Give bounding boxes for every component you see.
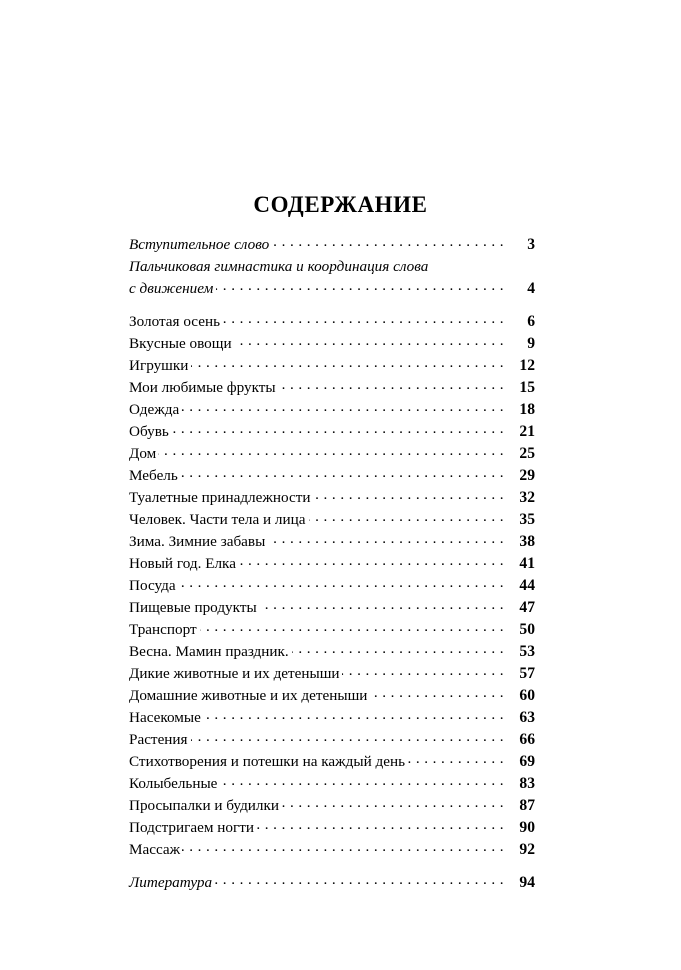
toc-entry-label: Золотая осень [129,313,221,330]
toc-entry-page-number: 21 [519,423,535,440]
dot-leader [191,355,504,370]
dot-leader [235,333,504,348]
dot-leader [219,773,504,788]
dot-leader [342,663,504,678]
toc-group-front-matter [129,234,535,300]
dot-leader [312,487,504,502]
toc-entry[interactable] [129,355,535,377]
dot-leader [158,443,504,458]
toc-entry-page-number: 4 [527,280,535,297]
toc-entry-label: Новый год. Елка [129,555,236,572]
toc-entry[interactable] [129,839,535,861]
dot-leader [370,685,504,700]
toc-entry-page-number: 60 [519,687,535,704]
toc-entry-page-number: 92 [519,841,535,858]
toc-entry-page-number: 6 [527,313,535,330]
toc-entry-label: Обувь [129,423,169,440]
dot-leader [260,597,504,612]
toc-entry[interactable] [129,575,535,597]
toc-entry-label: Игрушки [129,357,189,374]
toc-entry-page-number: 87 [519,797,535,814]
toc-entry[interactable] [129,443,535,465]
toc-entry-label: с движением [129,280,214,297]
toc-entry[interactable] [129,619,535,641]
toc-entry-page-number: 38 [519,533,535,550]
dot-leader [223,311,504,326]
toc-entry[interactable] [129,751,535,773]
toc-entry[interactable] [129,333,535,355]
toc-entry-page-number: 25 [519,445,535,462]
dot-leader [191,729,504,744]
dot-leader [172,421,504,436]
toc-entry-page-number: 83 [519,775,535,792]
toc-entry[interactable] [129,817,535,839]
toc-entry-page-number: 35 [519,511,535,528]
toc-entry[interactable] [129,465,535,487]
toc-entry[interactable] [129,641,535,663]
toc-entry-page-number: 15 [519,379,535,396]
toc-entry-label: Домашние животные и их детеныши [129,687,368,704]
toc-entry[interactable] [129,487,535,509]
toc-entry-label: Стихотворения и потешки на каждый день [129,753,406,770]
dot-leader [181,465,504,480]
toc-entry-label: Насекомые [129,709,201,726]
toc-entry[interactable] [129,597,535,619]
dot-leader [239,553,504,568]
dot-leader [309,509,505,524]
toc-entry-page-number: 50 [519,621,535,638]
toc-entry[interactable] [129,795,535,817]
dot-leader [181,399,504,414]
toc-entry-label: Массаж [129,841,181,858]
dot-leader [215,872,504,887]
toc-entry[interactable] [129,311,535,333]
toc-entry-page-number: 53 [519,643,535,660]
toc-entry-page-number: 9 [527,335,535,352]
page-title: СОДЕРЖАНИЕ [253,192,428,217]
toc-entry-label: Растения [129,731,188,748]
toc-entry-label: Посуда [129,577,176,594]
toc-entry[interactable] [129,421,535,443]
toc-entry[interactable] [129,377,535,399]
toc-entry[interactable] [129,509,535,531]
toc-list [129,234,535,894]
toc-entry[interactable] [129,234,535,256]
toc-entry-label: Просыпалки и будилки [129,797,280,814]
toc-entry-page-number: 69 [519,753,535,770]
toc-entry-label: Колыбельные [129,775,218,792]
toc-entry[interactable] [129,663,535,685]
toc-entry[interactable] [129,707,535,729]
toc-entry-page-number: 57 [519,665,535,682]
toc-entry-label: Вступительное слово [129,236,270,253]
toc-entry-page-number: 66 [519,731,535,748]
toc-entry-label: Зима. Зимние забавы [129,533,266,550]
toc-entry-label: Дикие животные и их детеныши [129,665,340,682]
toc-entry-label: Пальчиковая гимнастика и координация слова [129,258,429,275]
toc-group-main-sections [129,311,535,861]
dot-leader [179,575,504,590]
dot-leader [408,751,504,766]
toc-entry-label: Весна. Мамин праздник. [129,643,289,660]
toc-entry-page-number: 90 [519,819,535,836]
toc-entry-page-number: 47 [519,599,535,616]
toc-entry-label: Мебель [129,467,178,484]
toc-entry[interactable] [129,553,535,575]
dot-leader [292,641,504,656]
toc-group-back-matter [129,872,535,894]
toc-entry-label: Литература [129,874,213,891]
toc-entry[interactable] [129,872,535,894]
toc-entry[interactable] [129,685,535,707]
dot-leader [216,278,504,293]
toc-entry-continuation[interactable] [129,278,535,300]
dot-leader [257,817,504,832]
toc-entry[interactable] [129,773,535,795]
toc-entry-page-number: 63 [519,709,535,726]
toc-entry-page-number: 32 [519,489,535,506]
dot-leader [182,839,504,854]
toc-entry-page-number: 94 [519,874,535,891]
dot-leader [282,795,504,810]
toc-entry-page-number: 12 [519,357,535,374]
toc-entry-label: Одежда [129,401,180,418]
dot-leader [200,619,504,634]
dot-leader [271,234,504,249]
toc-entry-label: Человек. Части тела и лица [129,511,306,528]
toc-entry-label: Транспорт [129,621,197,638]
toc-entry-label: Подстригаем ногти [129,819,254,836]
toc-entry[interactable] [129,256,535,278]
toc-entry-page-number: 41 [519,555,535,572]
toc-entry-page-number: 44 [519,577,535,594]
toc-entry-label: Дом [129,445,157,462]
toc-entry-label: Пищевые продукты [129,599,257,616]
toc-entry[interactable] [129,729,535,751]
toc-entry-label: Мои любимые фрукты [129,379,276,396]
toc-entry-page-number: 29 [519,467,535,484]
toc-entry-page-number: 18 [519,401,535,418]
toc-entry[interactable] [129,531,535,553]
toc-entry[interactable] [129,399,535,421]
dot-leader [268,531,504,546]
toc-entry-page-number: 3 [527,236,535,253]
dot-leader [203,707,504,722]
toc-entry-label: Туалетные принадлежности [129,489,311,506]
dot-leader [279,377,504,392]
toc-entry-label: Вкусные овощи [129,335,232,352]
